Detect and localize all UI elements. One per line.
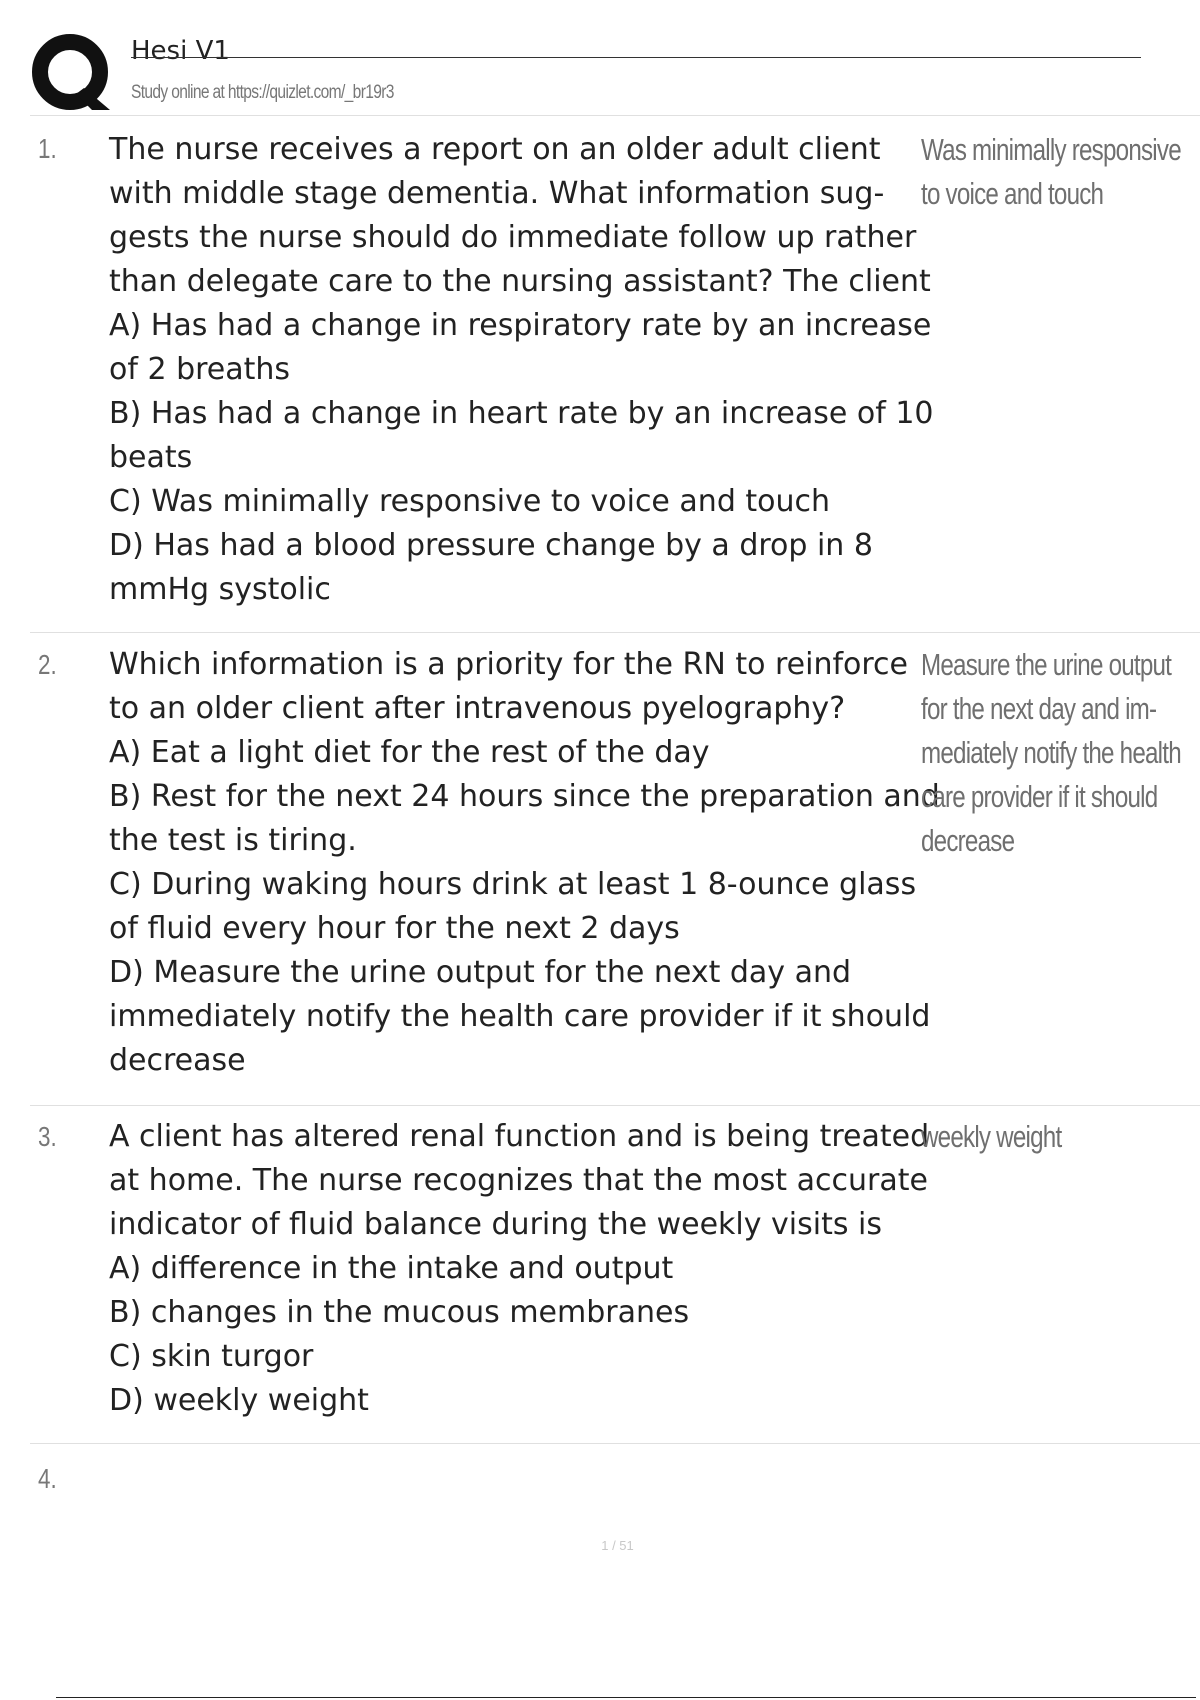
- question-divider: [30, 1105, 1200, 1106]
- question-3: [109, 1115, 930, 1423]
- question-2: [109, 643, 940, 1083]
- question-number: 1.: [38, 133, 57, 164]
- question-1: [109, 128, 934, 612]
- option-line: the test is tiring.: [109, 823, 357, 858]
- title-underline: [131, 57, 1141, 58]
- option-line: B) Has had a change in heart rate by an increase of 10: [109, 396, 934, 431]
- question-number: 3.: [38, 1121, 57, 1152]
- answer-line: decrease: [921, 823, 1015, 858]
- answer-2: [921, 643, 1196, 863]
- answer-line: to voice and touch: [921, 176, 1104, 211]
- answer-line: Was minimally responsive: [921, 132, 1181, 167]
- option-line: A) Has had a change in respiratory rate by an increase: [109, 308, 932, 343]
- option-line: B) Rest for the next 24 hours since the preparation and: [109, 779, 940, 814]
- question-stem-line: at home. The nurse recognizes that the most accurate: [109, 1163, 928, 1198]
- answer-3: [921, 1115, 1196, 1159]
- answer-line: Measure the urine output: [921, 647, 1172, 682]
- option-line: B) changes in the mucous membranes: [109, 1295, 690, 1330]
- question-stem-line: gests the nurse should do immediate follow up rather: [109, 220, 917, 255]
- question-stem-line: to an older client after intravenous pyelography?: [109, 691, 846, 726]
- page-indicator: 1 / 51: [601, 1538, 634, 1553]
- quizlet-logo-icon: [32, 32, 112, 112]
- question-divider: [30, 632, 1200, 633]
- option-line: D) weekly weight: [109, 1383, 369, 1418]
- document-title: Hesi V1: [131, 36, 230, 66]
- option-line: D) Has had a blood pressure change by a drop in 8: [109, 528, 873, 563]
- option-line: C) skin turgor: [109, 1339, 314, 1374]
- option-line: A) difference in the intake and output: [109, 1251, 674, 1286]
- answer-line: for the next day and im-: [921, 691, 1157, 726]
- option-line: C) During waking hours drink at least 1 8-ounce glass: [109, 867, 917, 902]
- question-stem-line: A client has altered renal function and is being treated: [109, 1119, 930, 1154]
- question-number: 4.: [38, 1463, 57, 1494]
- option-line: mmHg systolic: [109, 572, 331, 607]
- study-online-link[interactable]: Study online at https://quizlet.com/_br19r3: [131, 82, 394, 103]
- option-line: beats: [109, 440, 193, 475]
- option-line: decrease: [109, 1043, 246, 1078]
- answer-line: weekly weight: [921, 1119, 1062, 1154]
- header-divider: [30, 115, 1200, 116]
- question-stem-line: with middle stage dementia. What information sug-: [109, 176, 885, 211]
- question-divider: [30, 1443, 1200, 1444]
- option-line: immediately notify the health care provider if it should: [109, 999, 931, 1034]
- question-stem-line: Which information is a priority for the RN to reinforce: [109, 647, 908, 682]
- footer-rule: [56, 1697, 1196, 1698]
- question-stem-line: than delegate care to the nursing assistant? The client: [109, 264, 931, 299]
- question-stem-line: indicator of fluid balance during the weekly visits is: [109, 1207, 882, 1242]
- question-number: 2.: [38, 649, 57, 680]
- option-line: A) Eat a light diet for the rest of the day: [109, 735, 710, 770]
- question-stem-line: The nurse receives a report on an older adult client: [109, 132, 881, 167]
- option-line: D) Measure the urine output for the next day and: [109, 955, 852, 990]
- option-line: of 2 breaths: [109, 352, 291, 387]
- option-line: C) Was minimally responsive to voice and touch: [109, 484, 831, 519]
- answer-line: care provider if it should: [921, 779, 1158, 814]
- answer-1: [921, 128, 1196, 216]
- answer-line: mediately notify the health: [921, 735, 1181, 770]
- option-line: of fluid every hour for the next 2 days: [109, 911, 680, 946]
